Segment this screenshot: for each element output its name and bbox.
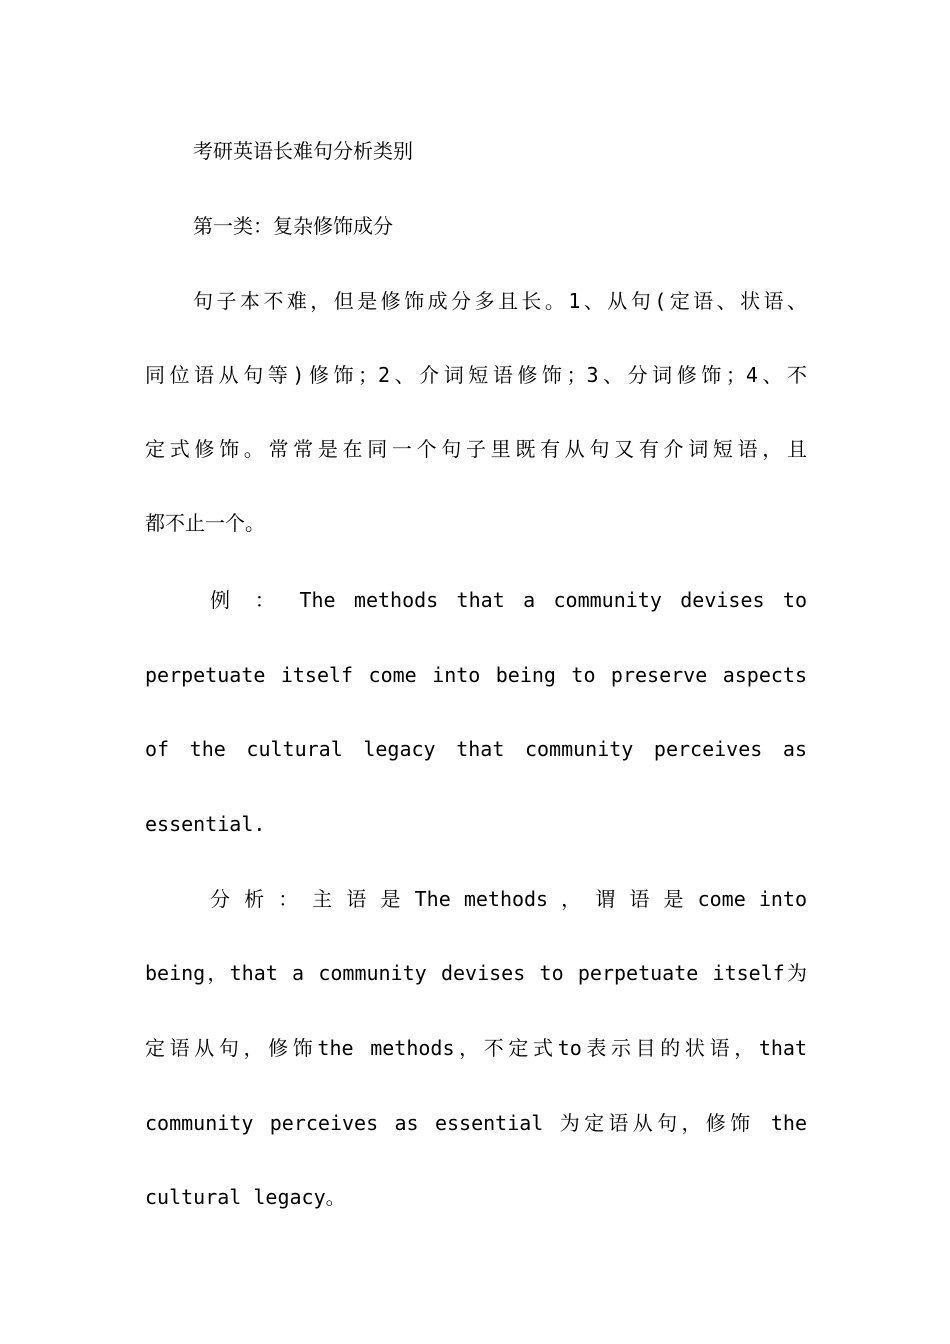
analysis-line: community perceives as essential 为定语从句，修饰 the <box>145 1111 807 1135</box>
section-heading: 第一类：复杂修饰成分 <box>193 214 393 238</box>
analysis-line: being，that a community devises to perpetuate itself为 <box>145 961 807 985</box>
analysis-line: 定语从句，修饰the methods，不定式to表示目的状语，that <box>145 1036 807 1060</box>
example-sentence-line: of the cultural legacy that community perceives as <box>145 737 807 761</box>
document-title: 考研英语长难句分析类别 <box>193 139 413 163</box>
analysis-line: 分 析 ： 主 语 是 The methods ， 谓 语 是 come into <box>210 887 807 911</box>
analysis-line: cultural legacy。 <box>145 1185 346 1209</box>
example-sentence-line: essential. <box>145 812 266 836</box>
example-sentence-line: 例 ： The methods that a community devises to <box>210 588 807 612</box>
intro-paragraph-line: 同位语从句等)修饰；2、介词短语修饰；3、分词修饰；4、不 <box>145 363 807 387</box>
intro-paragraph-line: 定式修饰。常常是在同一个句子里既有从句又有介词短语，且 <box>145 437 807 461</box>
intro-paragraph-line: 都不止一个。 <box>145 511 265 535</box>
intro-paragraph-line: 句子本不难，但是修饰成分多且长。1、从句(定语、状语、 <box>193 289 807 313</box>
example-sentence-line: perpetuate itself come into being to preserve aspects <box>145 663 807 687</box>
